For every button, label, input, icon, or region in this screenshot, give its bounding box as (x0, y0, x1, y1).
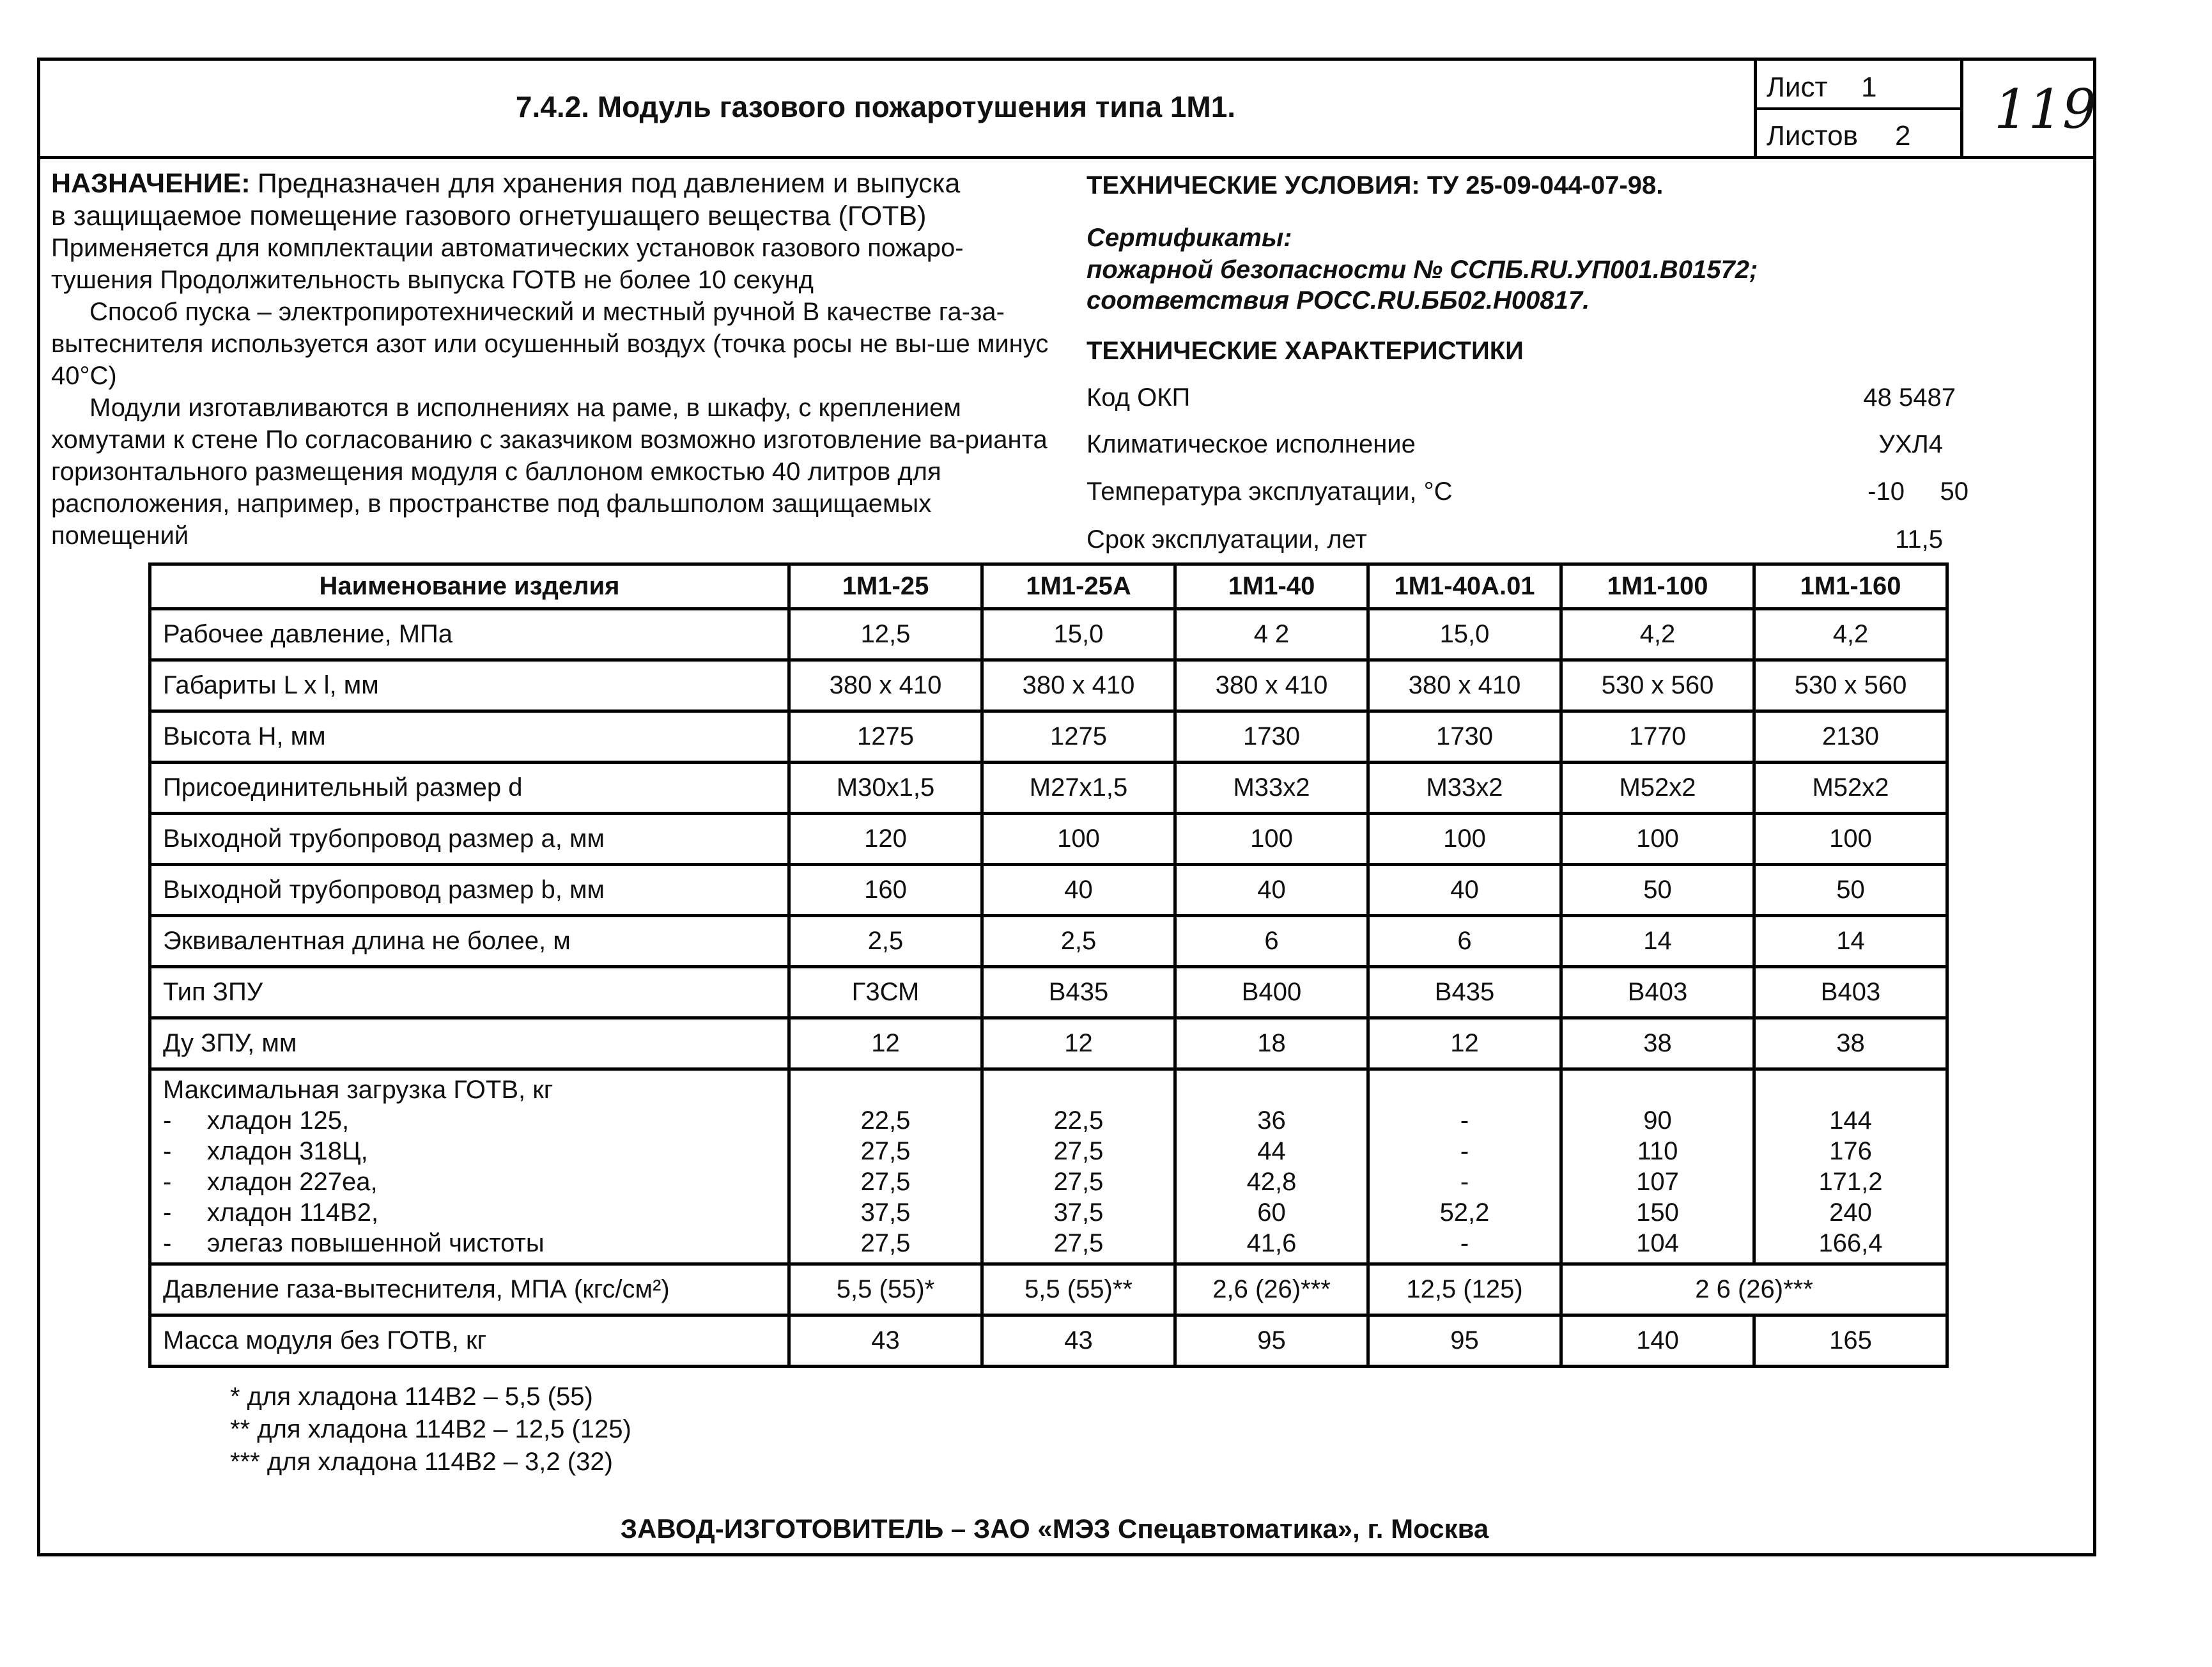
table-cell: 2,5 (982, 916, 1175, 967)
table-cell: 1275 (789, 711, 982, 763)
table-cell: 100 (1175, 814, 1368, 865)
table-cell: 12,5 (125) (1368, 1264, 1561, 1315)
table-cell: 380 x 410 (982, 660, 1175, 711)
table-cell: 100 (1754, 814, 1947, 865)
table-cell: В435 (1368, 967, 1561, 1018)
table-cell: 6 (1368, 916, 1561, 967)
sheets-label: Листов (1767, 120, 1858, 151)
purpose-label: НАЗНАЧЕНИЕ: (51, 168, 251, 199)
load-values: 22,5 27,5 27,5 37,5 27,5 (789, 1069, 982, 1264)
load-values: 144 176 171,2 240 166,4 (1754, 1069, 1947, 1264)
table-cell: 38 (1754, 1018, 1947, 1069)
row-label: Присоединительный размер d (150, 763, 789, 814)
purpose-line1: Предназначен для хранения под давлением и выпуска (257, 168, 961, 199)
purpose-para2: Применяется для комплектации автоматических установок газового пожаро-тушения Продолжительность выпуска ГОТВ не более 10 секунд (51, 234, 964, 294)
table-row (150, 609, 1947, 660)
load-label (150, 1069, 789, 1264)
table-cell: 14 (1754, 916, 1947, 967)
table-cell: 5,5 (55)** (982, 1264, 1175, 1315)
table-cell: В403 (1754, 967, 1947, 1018)
table-cell: 530 x 560 (1754, 660, 1947, 711)
sheet-value: 1 (1861, 72, 1877, 103)
table-cell: 95 (1368, 1315, 1561, 1367)
table-cell: 95 (1175, 1315, 1368, 1367)
purpose-para3: Способ пуска – электропиротехнический и местный ручной В качестве га-за-вытеснителя используется азот или осушенный воздух (точка росы не вы-ше минус 40°С) (51, 298, 1049, 390)
footnotes (230, 1381, 631, 1478)
table-cell: 40 (1368, 865, 1561, 916)
table-cell: 14 (1561, 916, 1754, 967)
table-cell: В400 (1175, 967, 1368, 1018)
table-row (150, 660, 1947, 711)
table-cell: 2,5 (789, 916, 982, 967)
table-row-pressure (150, 1264, 1947, 1315)
table-cell: 100 (1561, 814, 1754, 865)
table-cell: В435 (982, 967, 1175, 1018)
table-cell: 4,2 (1561, 609, 1754, 660)
header-cell: 1М1-160 (1754, 564, 1947, 609)
table-row (150, 865, 1947, 916)
table-cell: 120 (789, 814, 982, 865)
load-values: 90 110 107 150 104 (1561, 1069, 1754, 1264)
table-header-row (150, 564, 1947, 609)
table-cell: 380 x 410 (1368, 660, 1561, 711)
table-cell: М27х1,5 (982, 763, 1175, 814)
sheet-label: Лист (1767, 72, 1828, 103)
table-cell: 12 (789, 1018, 982, 1069)
table-row-mass (150, 1315, 1947, 1367)
char-label-okp: Код ОКП (1087, 384, 1191, 412)
table-cell: 18 (1175, 1018, 1368, 1069)
header-cell: 1М1-100 (1561, 564, 1754, 609)
char-value-temp: -10 50 (1868, 477, 1968, 506)
purpose-line2: в защищаемое помещение газового огнетушащего вещества (ГОТВ) (51, 201, 927, 231)
table-cell: 1770 (1561, 711, 1754, 763)
table-cell: М30х1,5 (789, 763, 982, 814)
spec-table (148, 562, 1949, 1368)
table-cell: 2130 (1754, 711, 1947, 763)
header-cell: 1М1-25А (982, 564, 1175, 609)
load-values: 22,5 27,5 27,5 37,5 27,5 (982, 1069, 1175, 1264)
purpose-section (51, 167, 1061, 552)
table-cell: М33х2 (1175, 763, 1368, 814)
footnote: ** для хладона 114В2 – 12,5 (125) (230, 1415, 631, 1443)
char-label-service-life: Срок эксплуатации, лет (1087, 525, 1367, 554)
row-label: Давление газа-вытеснителя, МПА (кгс/см²) (150, 1264, 789, 1315)
manufacturer-footer: ЗАВОД-ИЗГОТОВИТЕЛЬ – ЗАО «МЭЗ Спецавтоматика», г. Москва (620, 1514, 1489, 1544)
char-value-okp: 48 5487 (1863, 384, 1956, 412)
load-item: - элегаз повышенной чистоты (163, 1229, 545, 1257)
char-label-climate: Климатическое исполнение (1087, 430, 1416, 458)
table-cell: 43 (982, 1315, 1175, 1367)
table-cell: М52х2 (1754, 763, 1947, 814)
table-cell: 5,5 (55)* (789, 1264, 982, 1315)
row-label: Рабочее давление, МПа (150, 609, 789, 660)
row-label: Выходной трубопровод размер а, мм (150, 814, 789, 865)
row-label: Габариты L x l, мм (150, 660, 789, 711)
table-row (150, 763, 1947, 814)
row-label: Высота Н, мм (150, 711, 789, 763)
certificate-fire-safety: пожарной безопасности № ССПБ.RU.УП001.В01572; (1087, 256, 1758, 284)
table-cell: Г3СМ (789, 967, 982, 1018)
row-label: Масса модуля без ГОТВ, кг (150, 1315, 789, 1367)
load-title: Максимальная загрузка ГОТВ, кг (163, 1076, 553, 1104)
table-cell: 140 (1561, 1315, 1754, 1367)
tech-conditions: ТЕХНИЧЕСКИЕ УСЛОВИЯ: ТУ 25-09-044-07-98. (1087, 171, 1664, 199)
table-cell: 15,0 (982, 609, 1175, 660)
table-row (150, 916, 1947, 967)
table-cell: 530 x 560 (1561, 660, 1754, 711)
table-cell: 12 (1368, 1018, 1561, 1069)
load-item: - хладон 318Ц, (163, 1137, 368, 1165)
table-cell: М33х2 (1368, 763, 1561, 814)
table-row (150, 814, 1947, 865)
table-cell: 6 (1175, 916, 1368, 967)
char-label-temp: Температура эксплуатации, °С (1087, 477, 1453, 506)
characteristics-title: ТЕХНИЧЕСКИЕ ХАРАКТЕРИСТИКИ (1087, 337, 1524, 365)
load-values: 36 44 42,8 60 41,6 (1175, 1069, 1368, 1264)
table-cell: 43 (789, 1315, 982, 1367)
row-label: Выходной трубопровод размер b, мм (150, 865, 789, 916)
table-cell: М52х2 (1561, 763, 1754, 814)
footnote: *** для хладона 114В2 – 3,2 (32) (230, 1448, 613, 1476)
page-title: 7.4.2. Модуль газового пожаротушения типа 1М1. (515, 90, 1236, 123)
table-cell: 1730 (1368, 711, 1561, 763)
certificates-title: Сертификаты: (1087, 224, 1292, 252)
header-cell: Наименование изделия (150, 564, 789, 609)
load-item: - хладон 125, (163, 1106, 350, 1135)
certificate-conformity: соответствия РОСС.RU.ББ02.Н00817. (1087, 286, 1590, 314)
table-cell: 1730 (1175, 711, 1368, 763)
load-values: - - - 52,2 - (1368, 1069, 1561, 1264)
handwritten-page-number: 119 (1994, 78, 2097, 141)
header-divider (37, 156, 2096, 159)
sheets-value: 2 (1895, 120, 1911, 151)
table-cell: 2,6 (26)*** (1175, 1264, 1368, 1315)
row-label: Эквивалентная длина не более, м (150, 916, 789, 967)
header-cell: 1М1-40 (1175, 564, 1368, 609)
purpose-para4: Модули изготавливаются в исполнениях на раме, в шкафу, с креплением хомутами к стене По согласованию с заказчиком возможно изготовление ва-рианта горизонтального размещения модуля с баллоном емкостью 40 литров для расположения, например, в пространстве под фальшполом защищаемых помещений (51, 394, 1048, 550)
table-cell: 4 2 (1175, 609, 1368, 660)
table-cell: 100 (982, 814, 1175, 865)
table-cell: 4,2 (1754, 609, 1947, 660)
header-cell: 1М1-40А.01 (1368, 564, 1561, 609)
table-row (150, 1018, 1947, 1069)
table-cell: 2 6 (26)*** (1561, 1264, 1947, 1315)
load-item: - хладон 227еа, (163, 1168, 378, 1196)
load-item: - хладон 114В2, (163, 1198, 379, 1227)
char-value-service-life: 11,5 (1895, 525, 1943, 554)
table-cell: 1275 (982, 711, 1175, 763)
table-row (150, 967, 1947, 1018)
table-row (150, 711, 1947, 763)
table-cell: 100 (1368, 814, 1561, 865)
table-cell: 40 (982, 865, 1175, 916)
table-cell: В403 (1561, 967, 1754, 1018)
table-cell: 12 (982, 1018, 1175, 1069)
char-value-climate: УХЛ4 (1878, 430, 1943, 458)
table-cell: 38 (1561, 1018, 1754, 1069)
table-cell: 380 x 410 (1175, 660, 1368, 711)
table-cell: 50 (1754, 865, 1947, 916)
table-cell: 160 (789, 865, 982, 916)
row-label: Тип ЗПУ (150, 967, 789, 1018)
table-cell: 12,5 (789, 609, 982, 660)
header-cell: 1М1-25 (789, 564, 982, 609)
table-cell: 40 (1175, 865, 1368, 916)
table-cell: 50 (1561, 865, 1754, 916)
table-cell: 15,0 (1368, 609, 1561, 660)
row-label: Ду ЗПУ, мм (150, 1018, 789, 1069)
table-cell: 165 (1754, 1315, 1947, 1367)
table-cell: 380 x 410 (789, 660, 982, 711)
sheet-box-mid (1754, 107, 1962, 110)
footnote: * для хладона 114В2 – 5,5 (55) (230, 1383, 593, 1411)
table-row-load (150, 1069, 1947, 1264)
